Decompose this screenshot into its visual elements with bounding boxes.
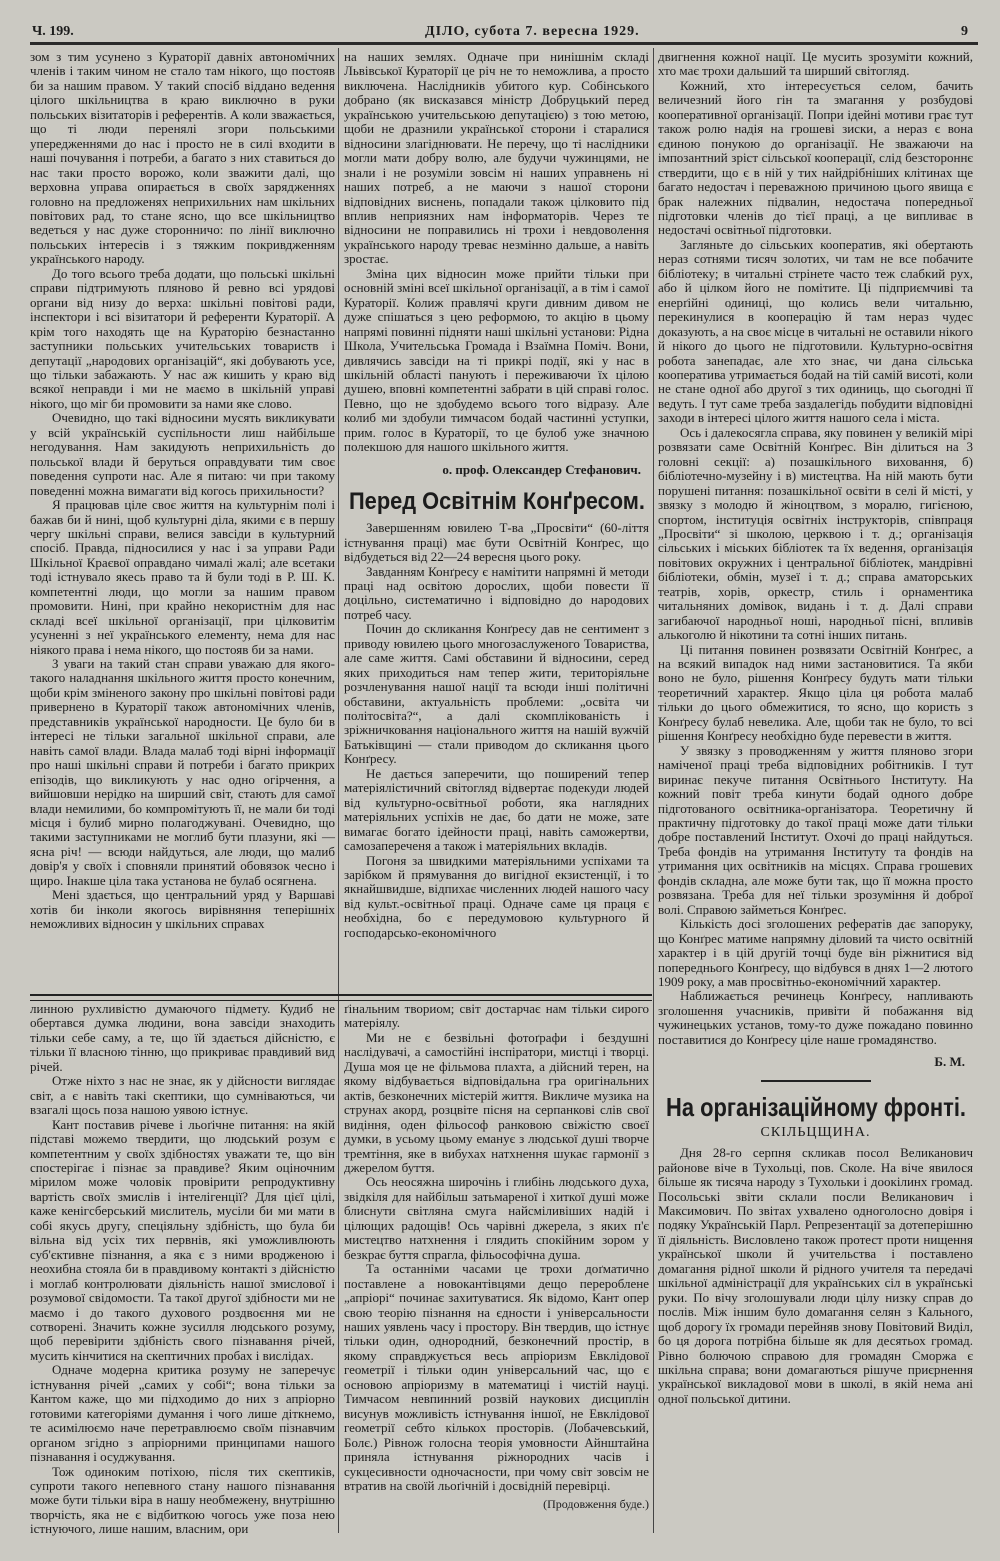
article-title: Перед Освітнім Конґресом. bbox=[348, 488, 645, 516]
paragraph: Ось і далекосягла справа, яку повинен у великій мірі розвязати саме Освітній Конґрес. Він ділиться на 3 головні секції: а) позашкільного виховання, б) бібліотечно-музейну і в) мистецтва. На ній мають бути порушені питання: позашкільної освіти в селі й місті, у звязку з молодю й жіноцтвом, з моралю, гигієною, спортом, інституція освітніх інструкторів, співпраця „Просвіти“ зі школою, церквою і т. д.; організація сільських і міських бібліотек та їх ведення, організація повітових окружних і центральної бібліотек, мандрівні бібліотеки, обмін, музеї і т. д.; справа аматорських театрів, хорів, оркестр, стиль і орнаментика читальняних домівок, видань і т. д. Далі справи загибаючої народньої ноші, народньої пісні, впливів алькоголю й нікотини та сотні інших питань. bbox=[658, 424, 973, 643]
paragraph: Загляньте до сільських кооператив, які обертають нераз сотнями тисяч золотих, чи там не все побачите бібліотеку; в читальні стрінете часто теж слабкий рух, або й цілком його не помітите. Ці підприємчиві та енерґійні одиниці, що колись вели читальню, перекинулися в кооперацію й там нераз чудес доказують, а на своє місце в читальні не оставили нікого й нікого до цього не підготовили. Культурно-освітня робота занепадає, але хто знає, чи дана сільська кооператива утримається бодай на тій самій висоті, коли не стане одної або другої з тих одиниць, що сьогодні її ведуть. І тут саме треба заздалегідь побудити відповідні заходи в інтересі цілого життя нашого села і міста. bbox=[658, 236, 973, 426]
page-number: 9 bbox=[961, 24, 968, 39]
author-signature: о. проф. Олександер Стефанович. bbox=[442, 461, 641, 477]
paragraph: Не дається заперечити, що поширений тепер матеріялістичний світогляд відвертає подекуди людей від культурно-освітньої роботи, яка наглядних матеріяльних успіхів не дає, бо дати не може, зате вимагає богато ідейности праці, навіть саможертви, самозапереченя а також і матеріяльних вкладів. bbox=[344, 765, 649, 854]
separator bbox=[761, 1080, 871, 1082]
page-header bbox=[30, 24, 978, 42]
paragraph: Завершенням ювилею Т-ва „Просвіти“ (60-ліття істнування праці) має бути Освітній Конґрес, що відбудеться від 22—24 вересня цього року. bbox=[344, 520, 649, 565]
paragraph: зом з тим усунено з Кураторії давніх автономічних членів і таким чином не стало там нікого, що постояв би за нашим правом. У такий спосіб віддано ведення цілого шкільництва в краю виключно в руки польських візитаторів і референтів. А коли зважається, що ті люди перенялі згори польськими упередженнями до нас і просто не в силі входити в наші почування і потреби, а багато з них ставиться до нас таки просто ворожо, коли зважити далі, що верховна управа опирається в своїх зарядженнях головно на предложенях неприхильних нам шкільних повітових рад, то стане ясно, що все шкільництво ведеться у нас дуже сторонничо: по лінії виключно польських інтересів і з тяжким покривдженням українського народу. bbox=[30, 49, 335, 267]
paragraph: Очевидно, що такі відносини мусять викликувати у всій українській суспільности лиш найбільше негодування. Нам закидують неприхильність до польської влади й беруться оправдувати тим своє поведення супроти нас. Але я питаю: чи при такому поведенні можна вимагати від когось прихильности? bbox=[30, 410, 335, 498]
article-title: На організаційному фронті. bbox=[665, 1091, 966, 1122]
paragraph: Ось неосяжна широчінь і глибінь людського духа, звідкіля для найбільш затьмареної і хиткої душі може блиснути світляна смуга найсміливіших надій і цілющих радощів! Ось чарівні джерела, з яких п'є мистецтво натхнення і глядить спокійним зором у безкрає буття спрагла, фільософічна душа. bbox=[344, 1174, 649, 1262]
paragraph: З уваги на такий стан справи уважаю для якого-такого наладнання шкільного життя просто конечним, щоби крім зміненого закону про шкільні повітові ради привернено в Кураторії також автономічних членів, представників української народности. Це було би в інтересі не тільки загальної шкільної справи, але навіть самої влади. Влада малаб тоді вірні інформації про наші шкільні справи й потреби і багато прикрих епізодів, що викликують у нас одно огірчення, а вийшовши нерідко на ширший світ, стають для самої влади немилими, бо компромітують її, не мали би тоді місця і булиб мирно полагоджувані. Очевидно, що такими заступниками не моглиб бути плазуни, які — ясна річ! — всюди найдуться, але люди, що малиб довір'я у своїх і сповняли принятий обовязок чесно і щиро. Інакше ціла така установа не булаб осягнена. bbox=[30, 656, 335, 888]
author-signature: Б. М. bbox=[934, 1054, 965, 1070]
paragraph: Ми не є безвільні фотоґрафи і бездушні наслідувачі, а самостійні інспіратори, мистці і творці. Душа моя це не фільмова плахта, а дійсний терен, на якому відбувається відповідальна гра оригінальних актів, безконечних містерій життя. Викличе музика на струнах акорд, розцвіте пісня на серпанкові слів свої видіння, оден фільософ ранковою свіжістю своєї думки, в усьому цьому еманує з людської душі творче тремтіння, яке в вибухах натхнення шукає гармонії з джерелом буття. bbox=[344, 1029, 649, 1175]
header-rule bbox=[30, 42, 978, 45]
paragraph: на наших землях. Одначе при нинішнім складі Львівської Кураторії це річ не то неможлива, а просто виключена. Наслідників убитого кур. Собінського добрано (як висказався міністр Добруцький перед українською учительською депутацією) з тою метою, щоби не дразнили української сторони і старалися відносини злагіднювати. Не перечу, що ті наслідники могли мати добру волю, але будучи чужинцями, не знали і не розуміли зовсім ні наших управнень ні наших потреб, а не маючи з нашої сторони відповідних виснень, попадали також цілковито під вплив неприязних нам інформаторів. Через те відносини не поправились ні трохи і невдоволення українського народу треває незмінно дальше, а навіть зростає. bbox=[344, 49, 649, 267]
philosophy-col1 bbox=[30, 1001, 335, 1537]
column-divider bbox=[653, 48, 654, 1533]
article-subtitle: СКІЛЬЦЩИНА. bbox=[760, 1124, 871, 1140]
paragraph: Та останніми часами це трохи доґматично поставлене а новокантівцями дещо перероблене „апріорі“ починає захитуватися. Як відомо, Кант опер свою теорію пізнання на єдности і універсальности наших уявлень часу і простору. Він твердив, що істнує тільки один, однородний, безконечний простір, в якому справджується весь апріоризм Евклідової геометрії і тільки один універсальний час, що є основою апріоризму в математиці і чистій науці. Тимчасом невпинний розвій наукових дисциплін висунув можливість істнування іншої, не Евклідової геометрії себто кількох просторів. (Лобачевський, Болє.) Рівнож голосна теорія умовности Айнштайна приняла істнування ріжнородних часів і сукцесивности одночасности, при чому світ зовсім не втратив на своїй льоґічній і досвідній перевірці. bbox=[344, 1261, 649, 1493]
continued-note: (Продовження буде.) bbox=[543, 1497, 649, 1512]
paragraph: Зміна цих відносин може прийти тільки при основній зміні всеї шкільної організації, а в тім і самої Кураторії. Колиж правлячі круги дивним дивом не дуже спішаться з цею реформою, то акцію в цьому напрямі повинні підняти наші шкільні установи: Рідна Школа, Учительська Громада і Взаїмна Поміч. Вони, дивлячись завсіди на ті прикрі події, які у нас в шкільній області панують і переживаючи їх цілою душею, вповні компетентні забрати в цій справі голос. Певно, що не здобудемо всього того відразу. Але колиб ми здобули тимчасом бодай частинні уступки, прим. голос в Кураторії, то це булоб уже значною полекшою для нашого шкільного життя. bbox=[344, 265, 649, 455]
paragraph: Кількість досі зголошених рефератів дає запоруку, що Конґрес матиме напрямну діловий та чисто освітній характер і в цій другій точці буде він ріжнитися від попереднього Конґресу, що відбувся в днях 1—2 лютого 1909 року, а мав просвітньо-економічний характер. bbox=[658, 916, 973, 989]
paragraph: Я працював ціле своє життя на культурнім полі і бажав би й нині, щоб культурні діла, якими є в першу чергу шкільні справи, велися завсіди в культурний спосіб. Правда, підносилися у нас і за управи Ради Шкільної Краєвої оправдано чималі жалі; але всетаки тоді істнувало якесь право та й були тоді в Р. Ш. К. компетентні люди, що могли за нашим правом промовити. Нині, при крайно некористнім для нас складі всеї шкільної організації, при цілковитім усуненні з неї українського елементу, нема для нас ніякого права і нема нікого, що постояв би за нами. bbox=[30, 497, 335, 657]
paragraph: Завданням Конґресу є намітити напрямні й методи праці над освітою дорослих, щоби повести її доцільно, систематично і відповідно до народових потреб часу. bbox=[344, 563, 649, 622]
paragraph: У звязку з проводженням у життя пляново згори наміченої праці треба відповідних робітників. І тут виринає пекуче питання Освітнього Інституту. На кожний повіт треба кинути бодай одного добре підготованого освітника-організатора. Теоретичну й практичну підготовку до такої праці може дати тільки добре поставлений Інститут. Охочі до праці найдуться. Треба фондів на утримання Інституту та фондів на утримання цих освітників на місцях. Справа грошевих фондів складна, але може бути так, що її можна просто розвязана. Треба для неї тільки зрозуміння й доброї волі. Справою займеться Конґрес. bbox=[658, 742, 973, 917]
paragraph: Кант поставив річеве і льоґічне питання: на якій підставі можемо твердити, що людський розум є компетентним у своїх здібностях уважати те, що він спостерігає і пізнає за правдиве? Яким оціночним мірилом може чоловік провірити репродуктивну вартість своїх змислів і інтелігенції? Для цієї цілі, каже кенігсберський мислитель, мусіли би ми мати в собі якусь другу, спеціяльну здібність, що була би вільна від усіх тих первнів, які уможливлюють суб'єктивне пізнання, а яка є з ними вродженою і неохибна стояла би в правдивому контакті з дійсністю і моглаб контролювати діяльність нашої змислової і розумової свідомости. Та такої другої здібности ми не маємо і до такого духового роздвоєння ми не сотворені. Значить кожне зусилля людського розуму, щоб перевірити здібність свого пізнавання річей, мусить кінчитися на скептичних пробах і вислідах. bbox=[30, 1116, 335, 1363]
article-title-graphic bbox=[666, 1090, 966, 1122]
paragraph: Погоня за швидкими матеріяльними успіхами та зарібком й прямування до вигідної екзистенції, і то якнайшвидше, відпихає численних людей нашого часу від культ.-освітньої праці. Одначе саме ця праця є необхідна, бо є передумовою культурного й господарсько-економічного bbox=[344, 852, 649, 940]
paragraph: Почин до скликання Конґресу дав не сентимент з приводу ювилею цього многозаслуженого Товариства, але саме життя. Самі обставини й відносини, серед яких приходиться нам тепер жити, територіяльне розчленування нашої нації та всюди інші політичні обставини, актуальність проблеми: „освіта чи політосвіта?“, а далі скомплікованість і зріжничковання національного життя на нашій вужчій Батьківщині — стали приводом до скликання цього Конґресу. bbox=[344, 621, 649, 767]
paragraph: двигнення кожної нації. Це мусить зрозуміти кожний, хто має трохи дальший та ширший світогляд. bbox=[658, 49, 973, 79]
paragraph: До того всього треба додати, що польські шкільні справи підтримують пляново й ревно всі урядові органи від низу до верха: шкільні повітові ради, інспектори і всі візитатори й референти Кураторії. А крім того находять ще на Кураторію безнастанно заступники польських учительських товариств і депутації „народових організацій“, які добувають усе, що тільки забажають. У нас аж кишить у краю від всякої неправди і ми не маємо в шкільній управі нікого, що міг би промовити за нами яке слово. bbox=[30, 265, 335, 411]
masthead: ДІЛО, субота 7. вересна 1929. bbox=[425, 24, 640, 39]
paragraph: ґінальним твориом; світ достарчає нам тільки сирого матеріялу. bbox=[344, 1001, 649, 1031]
paragraph: Наближається речинець Конґресу, напливають зголошення учасників, привіти й побажання від чужинецьких установ, тому-то дуже пожадано повинно поставитися до Конґресу ціле наше громадянство. bbox=[658, 988, 973, 1047]
paragraph: Одначе модерна критика розуму не заперечує істнування річей „самих у собі“; вона тільки за Кантом каже, що ми підходимо до них з апріорно готовими категоріями думання і чого лише діткнемо, те асимілюємо наче перетравлюємо своїм пізнавчим органом згідно з апріорними принципами нашого пізнавання і осуджування. bbox=[30, 1362, 335, 1465]
paragraph: Дня 28-го серпня скликав посол Великанович районове віче в Тухольці, пов. Сколе. На віче явилося більше як тисяча народу з Тухольки і доокілинх громад. Посольські звіти склали посли Великанович і Максимович. По звітах ухвалено одноголосно довіря і подяку Українській Парл. Репрезентації за дотеперішню її діяльність. Висловлено також протест проти нищення української школи й учительства і поставлено домагання рідної школи й рідного учителя та передачі шкільної адміністрації для українських сіл в українські руки. По вічу зголошували люди цілу низку справ до послів. Між іншим було домагання селян з Кального, щоб дорогу їх громади перейняв знову Повітовий Виділ, бо ця дорога потрібна більше як для десятьох громад. Рівно болючою справою для громадян Сморжа є шкільна справа; вони домагаються рішуче приєрнення української викладової мови в школі, в якій нема ані одної польської дитини. bbox=[658, 1145, 973, 1406]
paragraph: Ці питання повинен розвязати Освітній Конґрес, а на всякий випадок над ними застановитися. Та якби воно не було, рішення Конґресу будуть мати тільки теоретичний характер. Якщо ціла ця робота малаб тільки до цього обмежитися, то ясно, що користь з Конґресу булаб невелика. Але, щоби так не було, то всі рішення Конґресу необхідно буде перевести в життя. bbox=[658, 641, 973, 744]
paragraph: Тож одиноким потіхою, після тих скептиків, супроти такого непевного стану нашого пізнавання може бути тільки віра в нашу необмежену, внутрішню творчість, яка не є відбиткою чогось уже поза нею істнуючого, лише нашим, власним, ори bbox=[30, 1463, 335, 1537]
school-article-col1 bbox=[30, 50, 335, 992]
top-col2 bbox=[344, 50, 649, 992]
paragraph: Отже ніхто з нас не знає, як у дійсности виглядає світ, а є навіть такі скептики, що сумніваються, чи взагалі щось поза нашою уявою істнує. bbox=[30, 1073, 335, 1118]
paragraph: линною рухливістю думаючого підмету. Кудиб не обертався думка людини, вона завсіди знаходить тільки себе саму, а те, що їй здається дійсністю, є тільки її власною тінню, що прикриває правдивий вид річей. bbox=[30, 1001, 335, 1074]
column-divider bbox=[338, 48, 339, 1533]
article-title-graphic bbox=[349, 485, 645, 515]
right-column bbox=[658, 50, 973, 1535]
paragraph: Мені здається, що центральний уряд у Варшаві хотів би інколи якогось вирівняння теперішніх неможливих відносин у шкільних справах bbox=[30, 887, 335, 932]
philosophy-col2 bbox=[344, 1002, 649, 1532]
paragraph: Кожний, хто інтересується селом, бачить величезний його гін та змагання у розбудові кооперативної організації. Попри ідейні мотиви грає тут також ролю надія на грошеві зиски, а нераз є вона єдиною понукою до організації. Не зважаючи на імпозантний зріст сільської кооперації, слід безстороннє ствердити, що є в ній у тих найдрібніших клітинах ще багато недостач і переважною причиною цього явища є брак належних підвалин, недостача попередньої підготовки членів до тієї праці, а це випливає в недостачі освітньої підготовки. bbox=[658, 77, 973, 238]
issue-number: Ч. 199. bbox=[32, 24, 74, 39]
section-rule bbox=[30, 994, 652, 1001]
